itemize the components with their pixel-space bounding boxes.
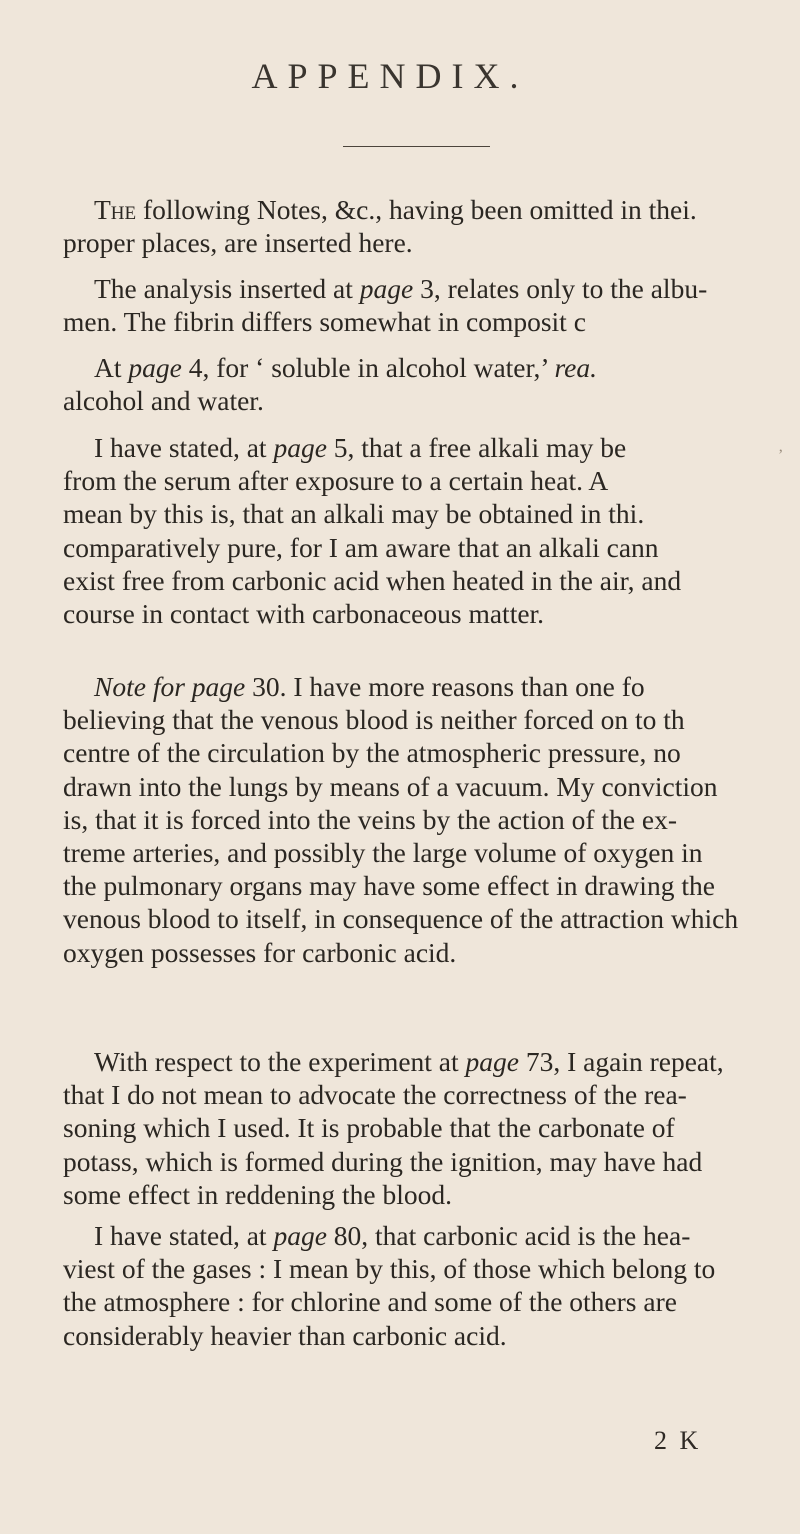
text-line bbox=[63, 1252, 788, 1285]
text-line bbox=[63, 703, 788, 736]
italic-text: page bbox=[128, 352, 182, 383]
heading-rule bbox=[343, 146, 490, 147]
text-line bbox=[63, 431, 788, 464]
text-line bbox=[63, 305, 788, 338]
text-line bbox=[63, 803, 788, 836]
text-line bbox=[63, 1178, 788, 1211]
text-run: mean by this is, that an alkali may be obtained in thi. bbox=[63, 498, 645, 530]
margin-damage: ʼ bbox=[778, 447, 784, 464]
text-line bbox=[63, 1219, 788, 1252]
text-line bbox=[63, 464, 788, 497]
paragraph-page-3 bbox=[63, 272, 788, 338]
text-run: 73, I again repeat, bbox=[519, 1046, 724, 1077]
italic-text: page bbox=[273, 1220, 327, 1251]
text-run: proper places, are inserted here. bbox=[63, 227, 413, 259]
text-run: men. The fibrin differs somewhat in composit c bbox=[63, 306, 586, 338]
text-line bbox=[63, 226, 788, 259]
text-run: I have stated, at bbox=[94, 1220, 274, 1251]
text-line bbox=[63, 531, 788, 564]
text-run: is, that it is forced into the veins by the action of the ex- bbox=[63, 803, 678, 835]
paragraph-page-4 bbox=[63, 351, 788, 417]
text-line bbox=[63, 564, 788, 597]
text-line bbox=[63, 736, 788, 769]
text-run: 30. I have more reasons than one fo bbox=[245, 671, 645, 702]
text-run: 80, that carbonic acid is the hea- bbox=[326, 1220, 691, 1251]
text-run: comparatively pure, for I am aware that an alkali cann bbox=[63, 531, 659, 563]
text-line bbox=[63, 936, 788, 969]
italic-text: rea. bbox=[554, 352, 597, 383]
text-line bbox=[63, 272, 788, 305]
text-line bbox=[63, 384, 788, 417]
text-run: potass, which is formed during the ignition, may have had bbox=[63, 1145, 703, 1177]
text-line bbox=[63, 193, 788, 226]
text-line bbox=[63, 597, 788, 630]
text-line bbox=[63, 770, 788, 803]
text-run: treme arteries, and possibly the large volume of oxygen in bbox=[63, 836, 703, 868]
text-line bbox=[63, 497, 788, 530]
text-run: oxygen possesses for carbonic acid. bbox=[63, 936, 457, 968]
text-line bbox=[63, 836, 788, 869]
text-run: exist free from carbonic acid when heated in the air, and bbox=[63, 564, 682, 596]
text-run: alcohol and water. bbox=[63, 385, 264, 417]
text-run: some effect in reddening the blood. bbox=[63, 1178, 452, 1210]
text-run: soning which I used. It is probable that the carbonate of bbox=[63, 1112, 675, 1144]
text-line bbox=[63, 670, 788, 703]
text-run: believing that the venous blood is neither forced on to th bbox=[63, 704, 685, 736]
text-line bbox=[63, 902, 788, 935]
text-run: the atmosphere : for chlorine and some of the others are bbox=[63, 1286, 677, 1318]
text-line bbox=[63, 1111, 788, 1144]
text-line bbox=[63, 1285, 788, 1318]
italic-text: page bbox=[359, 273, 414, 304]
text-line bbox=[63, 351, 788, 384]
italic-text: page bbox=[465, 1046, 520, 1077]
text-run: considerably heavier than carbonic acid. bbox=[63, 1319, 507, 1351]
text-line bbox=[63, 1045, 788, 1078]
page-heading: APPENDIX. bbox=[251, 56, 529, 96]
text-line bbox=[63, 1319, 788, 1352]
text-line bbox=[63, 1145, 788, 1178]
paragraph-page-80 bbox=[63, 1219, 788, 1352]
paragraph-page-73 bbox=[63, 1045, 788, 1211]
paragraph-page-30 bbox=[63, 670, 788, 969]
text-run: that I do not mean to advocate the correctness of the rea- bbox=[63, 1079, 687, 1111]
text-run: following Notes, &c., having been omitted in thei. bbox=[136, 194, 697, 225]
text-run: 5, that a free alkali may be bbox=[326, 432, 627, 463]
text-run: 4, for ‘ soluble in alcohol water,’ bbox=[181, 352, 555, 383]
italic-text: Note for page bbox=[94, 671, 246, 702]
text-run: I have stated, at bbox=[94, 432, 274, 463]
text-run: course in contact with carbonaceous matter. bbox=[63, 597, 545, 629]
text-run: centre of the circulation by the atmospheric pressure, no bbox=[63, 737, 681, 769]
text-line bbox=[63, 869, 788, 902]
signature-mark: 2 K bbox=[654, 1426, 702, 1455]
italic-text: page bbox=[273, 432, 327, 463]
paragraph-page-5 bbox=[63, 431, 788, 630]
text-run: venous blood to itself, in consequence of the attraction which bbox=[63, 903, 739, 935]
text-run: At bbox=[94, 352, 129, 383]
paragraph-notes-intro bbox=[63, 193, 788, 259]
text-run: drawn into the lungs by means of a vacuum. My conviction bbox=[63, 770, 718, 802]
text-run: viest of the gases : I mean by this, of those which belong to bbox=[63, 1253, 716, 1285]
text-run: With respect to the experiment at bbox=[94, 1046, 466, 1077]
small-caps-text: The bbox=[94, 194, 137, 225]
text-run: from the serum after exposure to a certain heat. A bbox=[63, 465, 609, 497]
text-run: the pulmonary organs may have some effect in drawing the bbox=[63, 870, 715, 902]
text-line bbox=[63, 1078, 788, 1111]
text-run: 3, relates only to the albu- bbox=[413, 273, 708, 304]
text-run: The analysis inserted at bbox=[94, 273, 360, 304]
